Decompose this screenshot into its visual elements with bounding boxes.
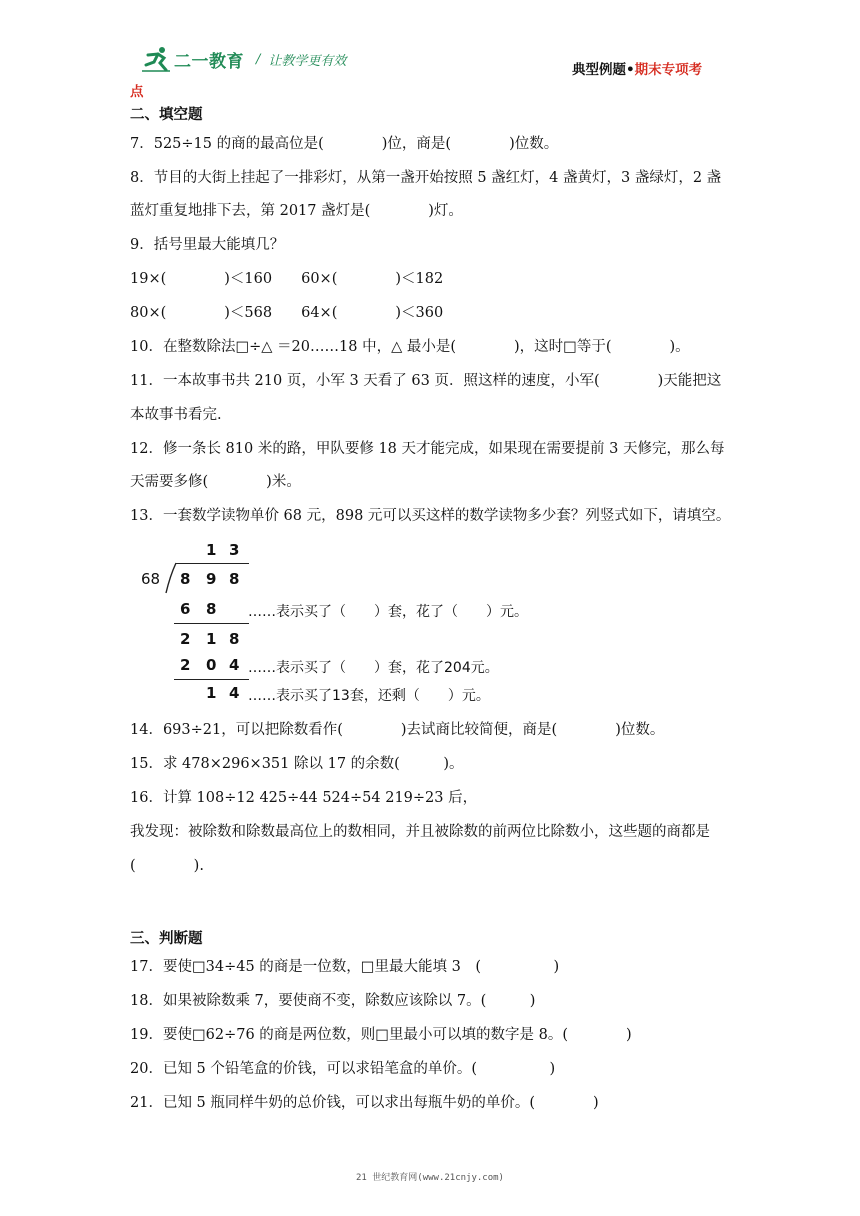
question-14: 14．693÷21，可以把除数看作( )去试商比较简便，商是( )位数。	[130, 722, 665, 738]
question-15: 15．求 478×296×351 除以 17 的余数( )。	[130, 756, 464, 772]
product-digit: 4	[229, 656, 240, 674]
header-title-red: 期末专项考	[634, 62, 703, 78]
question-16-line2: 我发现：被除数和除数最高位上的数相同，并且被除数的前两位比除数小，这些题的商都是	[130, 824, 710, 840]
question-10: 10．在整数除法□÷△ ＝20……18 中，△ 最小是( )，这时□等于( )。	[130, 339, 690, 355]
question-9-row1: 19×( )＜160 60×( )＜182	[130, 271, 444, 287]
brand-name: 二一教育	[174, 51, 244, 72]
product-digit: 0	[206, 656, 217, 674]
slogan-separator: /	[256, 51, 261, 67]
dividend-digit: 9	[206, 570, 217, 588]
question-12-line2: 天需要多修( )米。	[130, 474, 301, 490]
long-division	[138, 538, 538, 708]
remainder-digit: 4	[229, 684, 240, 702]
dividend-digit: 8	[180, 570, 191, 588]
remainder-digit: 1	[206, 630, 217, 648]
division-note-3: ……表示买了13套，还剩（ ）元。	[248, 688, 490, 704]
question-9: 9．括号里最大能填几？	[130, 237, 285, 253]
question-16-line1: 16．计算 108÷12 425÷44 524÷54 219÷23 后，	[130, 790, 478, 806]
question-13: 13．一套数学读物单价 68 元，898 元可以买这样的数学读物多少套？列竖式如下，请填空。	[130, 508, 731, 524]
remainder-digit: 8	[229, 630, 240, 648]
question-20: 20．已知 5 个铅笔盒的价钱，可以求铅笔盒的单价。( )	[130, 1061, 556, 1077]
header-title-black: 典型例题•	[572, 62, 635, 78]
quotient-digit: 1	[206, 541, 217, 559]
division-line	[174, 679, 249, 680]
question-8-line1: 8．节目的大街上挂起了一排彩灯，从第一盏开始按照 5 盏红灯，4 盏黄灯，3 盏绿灯，2 盏	[130, 170, 722, 186]
header-title-wrap: 点	[130, 84, 144, 100]
division-note-1: ……表示买了（ ）套，花了（ ）元。	[248, 604, 528, 620]
division-note-2: ……表示买了（ ）套，花了204元。	[248, 660, 499, 676]
product-digit: 2	[180, 656, 191, 674]
divisor: 68	[141, 570, 161, 588]
question-18: 18．如果被除数乘 7，要使商不变，除数应该除以 7。( )	[130, 993, 536, 1009]
division-bar	[176, 563, 249, 564]
section-title-judge: 三、判断题	[130, 931, 203, 947]
question-17: 17．要使□34÷45 的商是一位数，□里最大能填 3 ( )	[130, 959, 560, 975]
product-digit: 8	[206, 600, 217, 618]
remainder-digit: 1	[206, 684, 217, 702]
question-16-line3: ( ).	[130, 858, 204, 874]
section-title-fill: 二、填空题	[130, 107, 203, 123]
slogan: 让教学更有效	[268, 53, 347, 69]
page-footer: 21 世纪教育网(www.21cnjy.com)	[356, 1173, 504, 1183]
dividend-digit: 8	[229, 570, 240, 588]
runner-logo-icon	[140, 45, 172, 73]
question-8-line2: 蓝灯重复地排下去，第 2017 盏灯是( )灯。	[130, 203, 463, 219]
division-line	[174, 623, 249, 624]
question-12-line1: 12．修一条长 810 米的路，甲队要修 18 天才能完成，如果现在需要提前 3 天修完，那么每	[130, 441, 725, 457]
question-21: 21．已知 5 瓶同样牛奶的总价钱，可以求出每瓶牛奶的单价。( )	[130, 1095, 599, 1111]
remainder-digit: 2	[180, 630, 191, 648]
header-title	[572, 58, 702, 78]
question-11-line2: 本故事书看完.	[130, 407, 222, 423]
quotient-digit: 3	[229, 541, 240, 559]
brand-logo	[140, 44, 346, 74]
question-7: 7．525÷15 的商的最高位是( )位，商是( )位数。	[130, 136, 559, 152]
question-19: 19．要使□62÷76 的商是两位数，则□里最小可以填的数字是 8。( )	[130, 1027, 632, 1043]
product-digit: 6	[180, 600, 191, 618]
division-bracket	[164, 562, 178, 594]
question-11-line1: 11．一本故事书共 210 页，小军 3 天看了 63 页．照这样的速度，小军( )天能把这	[130, 373, 722, 389]
question-9-row2: 80×( )＜568 64×( )＜360	[130, 305, 444, 321]
